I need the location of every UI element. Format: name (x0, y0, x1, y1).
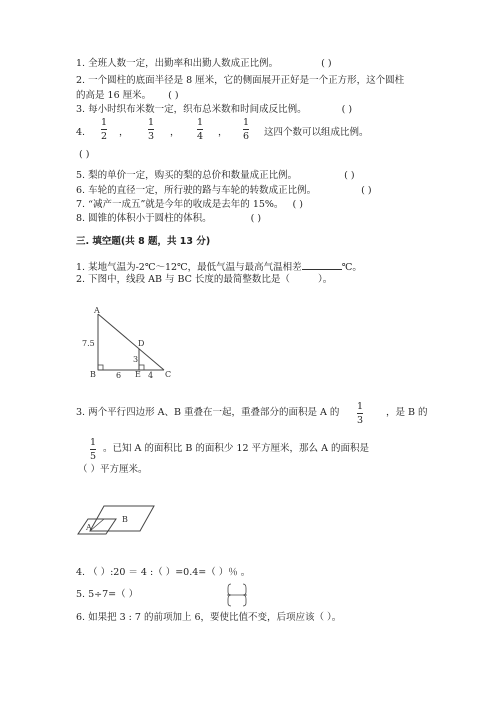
question-6 (76, 185, 372, 197)
fill-question-2-text: 2. 下图中，线段 AB 与 BC 长度的最简整数比是（ (76, 274, 290, 285)
question-5-text: 5. 梨的单价一定，购买的梨的总价和数量成正比例。 (76, 170, 298, 181)
label-e: E (135, 370, 141, 379)
fill-question-3-text: 3. 两个平行四边形 A、B 重叠在一起，重叠部分的面积是 A 的 (76, 407, 340, 418)
fraction-blank-icon (226, 582, 248, 608)
section-title: 三. 填空题(共 8 题，共 13 分) (76, 236, 211, 247)
answer-blank (302, 260, 342, 270)
triangle-figure (82, 302, 182, 384)
fill-question-3-answer: （ ）平方厘米。 (78, 464, 148, 475)
question-5 (76, 170, 355, 182)
label-a: A (86, 523, 92, 532)
answer-paren: ( ) (250, 213, 262, 224)
parallelogram-figure (76, 500, 166, 540)
fill-question-3-line-1 (76, 407, 339, 419)
question-8-text: 8. 圆锥的体积小于圆柱的体积。 (76, 213, 212, 224)
fill-question-3-mid: ，是 B 的 (386, 407, 428, 418)
question-4-number: 4. (76, 127, 86, 138)
separator: ， (218, 127, 228, 138)
question-8 (76, 213, 261, 225)
answer-paren: ( ) (292, 199, 303, 210)
answer-paren: ( ) (321, 58, 332, 69)
fraction: 1 4 (197, 117, 204, 142)
fill-question-2-close: ）。 (317, 274, 333, 285)
fraction: 1 5 (90, 437, 97, 462)
answer-paren: ( ) (344, 170, 355, 181)
fill-question-5 (76, 589, 138, 601)
question-3 (76, 104, 352, 116)
question-1-text: 1. 全班人数一定，出勤率和出勤人数成正比例。 (76, 58, 279, 69)
label-c: C (165, 370, 172, 379)
answer-paren: ( ) (168, 90, 179, 101)
fill-question-6: 6. 如果把 3 : 7 的前项加上 6，要使比值不变，后项应该（ ）。 (76, 612, 342, 623)
question-4-tail: 这四个数可以组成比例。 (264, 127, 369, 138)
question-3-text: 3. 每小时织布米数一定，织布总米数和时间成反比例。 (76, 104, 307, 115)
label-ab-length: 7.5 (82, 339, 95, 348)
fill-question-2 (76, 274, 332, 286)
label-b: B (122, 515, 128, 524)
question-6-text: 6. 车轮的直径一定，所行驶的路与车轮的转数成正比例。 (76, 185, 317, 196)
fill-question-1-text: 1. 某地气温为-2℃～12℃，最低气温与最高气温相差 (76, 262, 302, 273)
fraction: 1 3 (357, 401, 364, 426)
fill-question-5-text: 5. 5÷7=（ ） (76, 589, 139, 600)
question-2-line-1: 2. 一个圆柱的底面半径是 8 厘米，它的侧面展开正好是一个正方形，这个圆柱 (76, 75, 405, 86)
fraction: 1 2 (101, 117, 108, 142)
label-a: A (94, 306, 100, 315)
separator: ， (170, 127, 180, 138)
answer-paren: ( ) (361, 185, 372, 196)
question-1 (76, 58, 332, 70)
fill-question-4: 4. （ ）:20 ＝ 4 :（ ）=0.4=（ ）％ 。 (76, 567, 251, 578)
label-b: B (90, 370, 96, 379)
question-7-text: 7. “减产一成五”就是今年的收成是去年的 15%。 (76, 199, 284, 210)
fill-question-1 (76, 260, 362, 274)
question-2-text: 的高是 16 厘米。 (76, 90, 152, 101)
label-be-length: 6 (116, 371, 122, 380)
answer-paren: ( ) (79, 149, 90, 160)
fill-question-3-rest: 。已知 A 的面积比 B 的面积少 12 平方厘米，那么 A 的面积是 (103, 443, 369, 454)
question-2-line-2 (76, 90, 179, 102)
fill-question-1-unit: ℃。 (341, 262, 362, 273)
label-d: D (138, 339, 145, 348)
separator: ， (119, 127, 129, 138)
question-7 (76, 199, 303, 211)
label-de-length: 3 (133, 355, 139, 364)
answer-paren: ( ) (341, 104, 353, 115)
label-ec-length: 4 (148, 371, 154, 380)
fraction: 1 3 (148, 117, 155, 142)
fraction: 1 6 (243, 117, 250, 142)
